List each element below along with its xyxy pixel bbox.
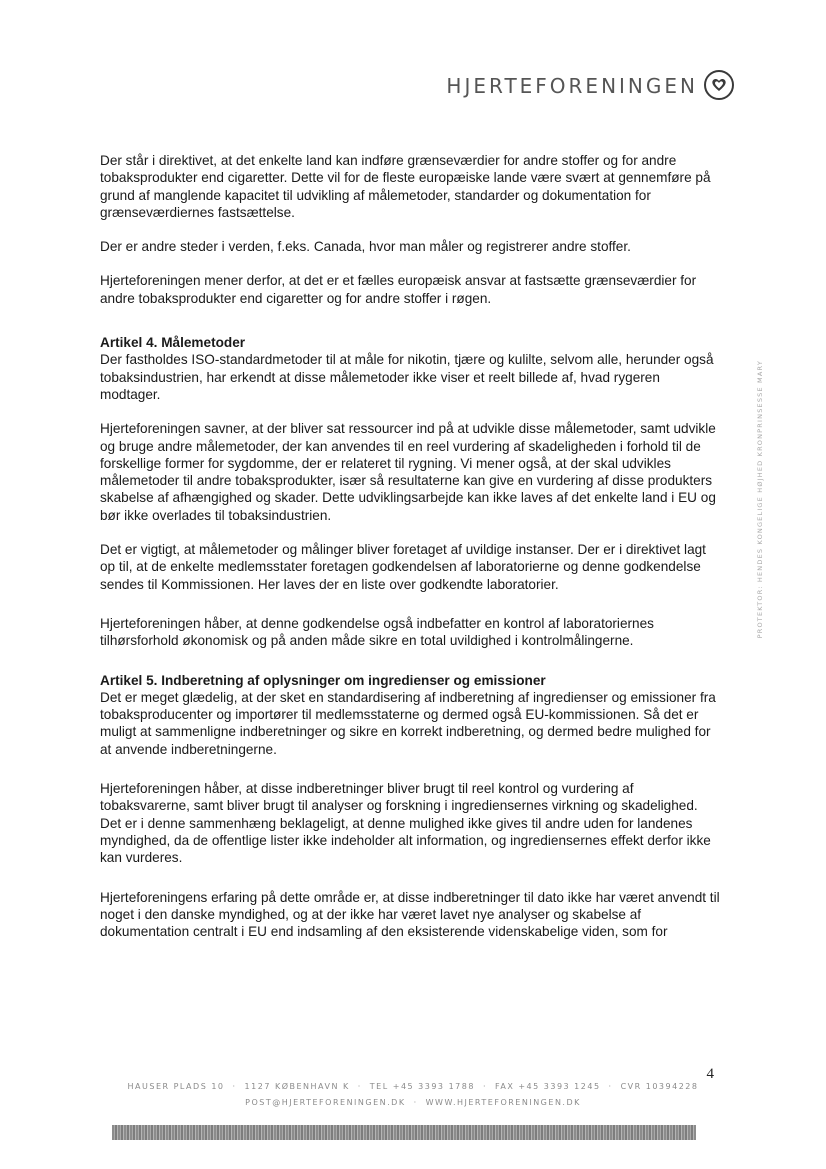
paragraph: Der fastholdes ISO-standardmetoder til at måle for nikotin, tjære og kulilte, selvom alle, herunder også tobaksindustrien, har erkendt at disse målemetoder ikke viser et reelt billede af, hvad rygeren modtager.: [100, 352, 714, 402]
paragraph-block: [100, 615, 720, 650]
page-number: 4: [706, 1066, 714, 1082]
footer-address: HAUSER PLADS 10: [127, 1082, 225, 1091]
paragraph: Det er meget glædelig, at der sket en standardisering af indberetning af ingredienser og emissioner fra tobaksproducenter og importører til medlemsstaterne og dermed også EU-kommissionen. Så det er muligt at sammenligne indberetninger og sikre en korrekt indberetning, og dermed bedre mulighed for at anvende indberetningerne.: [100, 689, 716, 757]
footer-city: 1127 KØBENHAVN K: [244, 1082, 350, 1091]
section-heading: Artikel 4. Målemetoder: [100, 335, 246, 351]
paragraph-block: [100, 889, 720, 941]
paragraph-block: [100, 780, 720, 866]
footer-fax: FAX +45 3393 1245: [494, 1082, 601, 1091]
paragraph-block: [100, 152, 720, 221]
paragraph: Hjerteforeningens erfaring på dette område er, at disse indberetninger til dato ikke har været anvendt til noget i den danske myndighed, og at der ikke har været lavet nye analyser og skabelse af dokumentation centralt i EU end indsamling af den eksisterende videnskabelige viden, som for: [100, 889, 720, 940]
section-article-5: [100, 672, 720, 758]
footer-cvr: CVR 10394228: [620, 1082, 699, 1091]
section-heading: Artikel 5. Indberetning af oplysninger om ingredienser og emissioner: [100, 672, 546, 688]
paragraph: Hjerteforeningen håber, at denne godkendelse også indbefatter en kontrol af laboratoriernes tilhørsforhold økonomisk og på anden måde sikre en total uvildighed i kontrolmålingerne.: [100, 615, 654, 649]
section-article-4: [100, 334, 720, 403]
paragraph: Der står i direktivet, at det enkelte land kan indføre grænseværdier for andre stoffer og for andre tobaksprodukter end cigaretter. Dette vil for de fleste europæiske lande være svært at gennemføre på grund af manglende kapacitet til udvikling af målemetoder, standarder og dokumentation for grænseværdiernes fastsættelse.: [100, 153, 711, 220]
paragraph-block: [100, 541, 720, 593]
scan-bar: [112, 1125, 696, 1140]
paragraph-block: [100, 272, 720, 307]
paragraph: Det er vigtigt, at målemetoder og målinger bliver foretaget af uvildige instanser. Der er i direktivet lagt op til, at de enkelte medlemsstater foretagen godkendelsen af laboratorierne og denne godkendelse sendes til Kommissionen. Her laves der en liste over godkendte laboratorier.: [100, 542, 706, 592]
paragraph: Hjerteforeningen savner, at der bliver sat ressourcer ind på at udvikle disse målemetoder, samt udvikle og bruge andre målemetoder, der kan anvendes til en reel vurdering af skadeligheden i forhold til de forskellige former for sygdomme, der er relateret til rygning. Vi mener også, at der skal udvikles målemetoder til andre tobaksprodukter, især så resultaterne kan give en vurdering af disse produkters skabelse af afhængighed og skader. Dette udviklingsarbejde kan ikke laves af det enkelte land i EU og bør ikke overlades til tobaksindustrien.: [100, 421, 716, 523]
paragraph-block: [100, 238, 720, 255]
paragraph: Hjerteforeningen håber, at disse indberetninger bliver brugt til reel kontrol og vurdering af tobaksvarerne, samt bliver brugt til analyser og forskning i ingrediensernes virkning og skadelighed. Det er i denne sammenhæng beklageligt, at denne mulighed ikke gives til andre uden for landenes myndighed, da de offentlige lister ikke indeholder alt information, og ingrediensernes effekt derfor ikke kan vurderes.: [100, 781, 711, 866]
letter-body: [100, 152, 720, 957]
footer-contact-line: HAUSER PLADS 10 · 1127 KØBENHAVN K · TEL +45 3393 1788 · FAX +45 3393 1245 · CVR 10394228: [127, 1082, 699, 1091]
paragraph-block: [100, 420, 720, 524]
footer-email: POST@HJERTEFORENINGEN.DK: [245, 1098, 406, 1107]
footer-website: WWW.HJERTEFORENINGEN.DK: [425, 1098, 581, 1107]
paragraph: Der er andre steder i verden, f.eks. Canada, hvor man måler og registrerer andre stoffer.: [100, 239, 631, 255]
footer: [0, 1082, 826, 1114]
brand-name: HJERTEFORENINGEN: [446, 74, 698, 98]
footer-phone: TEL +45 3393 1788: [369, 1082, 475, 1091]
footer-web-line: POST@HJERTEFORENINGEN.DK · WWW.HJERTEFORENINGEN.DK: [245, 1098, 581, 1107]
paragraph: Hjerteforeningen mener derfor, at det er et fælles europæisk ansvar at fastsætte grænseværdier for andre tobaksprodukter end cigaretter og for andre stoffer i røgen.: [100, 273, 697, 306]
heart-icon: [704, 70, 734, 100]
letterhead: [446, 74, 698, 98]
patron-note: PROTEKTOR: HENDES KONGELIGE HØJHED KRONPRINSESSE MARY: [756, 360, 764, 639]
